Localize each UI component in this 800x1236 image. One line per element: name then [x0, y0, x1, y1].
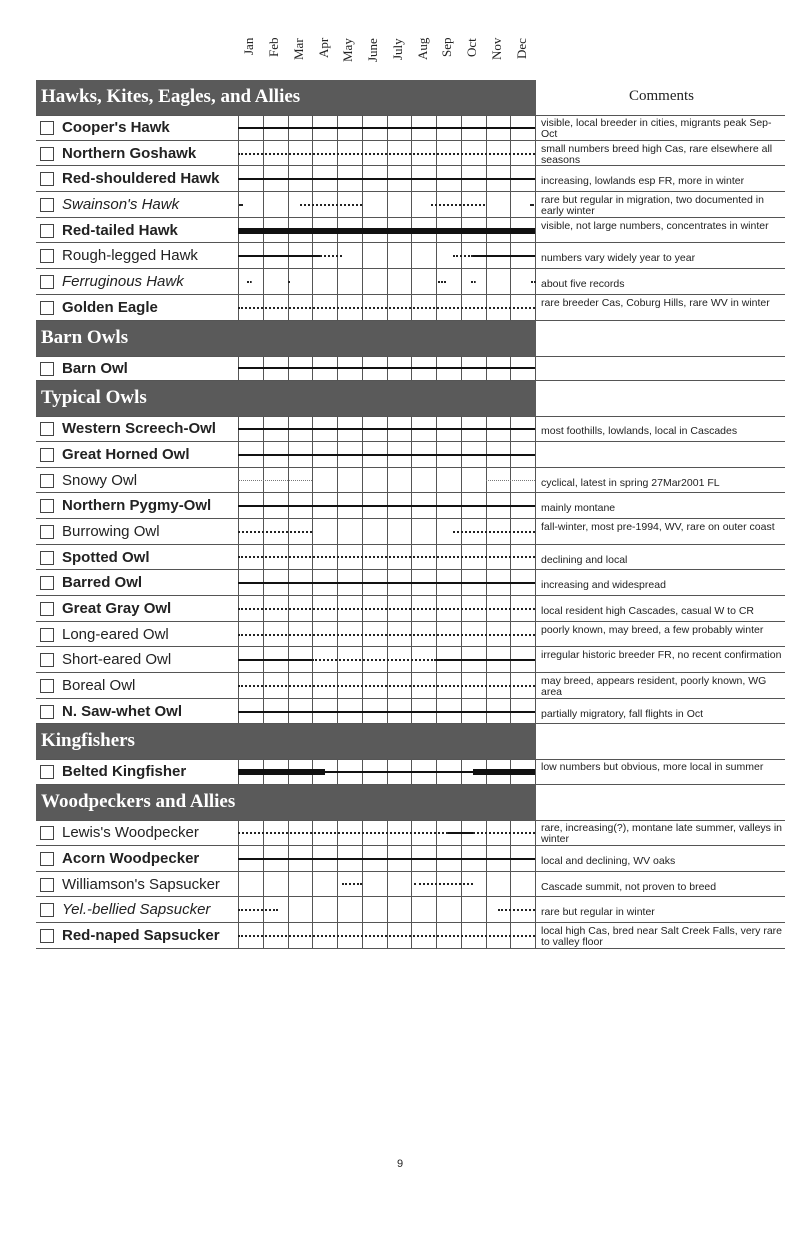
occurrence-grid: [238, 218, 535, 244]
occurrence-bar: [239, 204, 243, 206]
section-title: Kingfishers: [41, 730, 135, 752]
occurrence-grid: [238, 269, 535, 295]
species-name: Golden Eagle: [62, 298, 158, 316]
species-row: [36, 872, 785, 898]
species-row: [36, 673, 785, 699]
species-comment: about five records: [541, 278, 625, 291]
grid-line: [387, 269, 388, 295]
month-label: Nov: [488, 38, 504, 61]
species-name: Red-tailed Hawk: [62, 221, 178, 239]
species-row: [36, 192, 785, 218]
species-name: Cooper's Hawk: [62, 119, 170, 136]
species-checkbox[interactable]: [40, 474, 54, 488]
grid-line: [288, 872, 289, 898]
occurrence-bar: [238, 228, 535, 234]
occurrence-bar: [486, 480, 536, 481]
species-checkbox[interactable]: [40, 224, 54, 238]
species-checkbox[interactable]: [40, 765, 54, 779]
species-comment: Cascade summit, not proven to breed: [541, 880, 717, 893]
species-comment: rare breeder Cas, Coburg Hills, rare WV in winter: [541, 296, 770, 309]
species-row: [36, 115, 785, 141]
month-label: May: [340, 38, 356, 62]
grid-line: [535, 442, 536, 468]
occurrence-grid: [238, 596, 535, 622]
grid-line: [238, 269, 239, 295]
month-label: Aug: [414, 38, 430, 61]
grid-line: [535, 141, 536, 167]
occurrence-grid: [238, 295, 535, 321]
occurrence-bar: [238, 685, 535, 687]
occurrence-bar: [436, 659, 535, 661]
grid-line: [312, 897, 313, 923]
species-comment: increasing and widespread: [541, 579, 666, 592]
section-header: [36, 724, 785, 759]
occurrence-bar: [300, 204, 362, 206]
occurrence-bar: [238, 255, 320, 257]
species-comment: cyclical, latest in spring 27Mar2001 FL: [541, 476, 720, 489]
grid-line: [535, 243, 536, 269]
grid-line: [362, 243, 363, 269]
species-checkbox[interactable]: [40, 576, 54, 590]
grid-line: [535, 872, 536, 898]
grid-line: [535, 923, 536, 949]
occurrence-grid: [238, 699, 535, 725]
occurrence-grid: [238, 570, 535, 596]
species-checkbox[interactable]: [40, 301, 54, 315]
occurrence-bar: [238, 582, 535, 584]
section-header: [36, 80, 785, 115]
occurrence-bar: [238, 832, 448, 834]
species-name: Burrowing Owl: [62, 522, 160, 540]
occurrence-bar: [238, 608, 535, 610]
grid-line: [461, 269, 462, 295]
grid-line: [387, 243, 388, 269]
species-checkbox[interactable]: [40, 878, 54, 892]
grid-line: [312, 519, 313, 545]
occurrence-bar: [238, 127, 535, 129]
occurrence-bar: [438, 281, 445, 283]
occurrence-bar: [238, 153, 535, 155]
grid-line: [436, 468, 437, 494]
species-row: [36, 416, 785, 442]
grid-line: [337, 468, 338, 494]
occurrence-bar: [238, 634, 535, 636]
grid-line: [263, 872, 264, 898]
grid-line: [387, 897, 388, 923]
grid-line: [535, 545, 536, 571]
occurrence-bar: [238, 454, 535, 456]
grid-line: [411, 872, 412, 898]
occurrence-bar: [238, 178, 535, 180]
species-row: [36, 442, 785, 468]
species-name: Belted Kingfisher: [62, 763, 187, 781]
grid-line: [535, 596, 536, 622]
species-comment: may breed, appears resident, poorly known, WG area: [541, 675, 767, 699]
species-comment: most foothills, lowlands, local in Cascades: [541, 425, 738, 438]
species-row: [36, 141, 785, 167]
grid-line: [436, 897, 437, 923]
species-checkbox[interactable]: [40, 362, 54, 376]
occurrence-bar: [414, 883, 473, 885]
month-label: June: [365, 38, 381, 62]
species-comment: poorly known, may breed, a few probably winter: [541, 623, 764, 636]
grid-line: [411, 243, 412, 269]
occurrence-bar: [473, 769, 535, 775]
occurrence-bar: [247, 281, 252, 283]
species-name: Northern Pygmy-Owl: [62, 497, 212, 515]
species-checkbox[interactable]: [40, 198, 54, 212]
species-comment: visible, local breeder in cities, migrants peak Sep-Oct: [541, 117, 772, 140]
species-row: [36, 846, 785, 872]
species-row: [36, 647, 785, 673]
occurrence-bar: [448, 832, 473, 834]
species-row: [36, 545, 785, 571]
occurrence-grid: [238, 820, 535, 846]
grid-line: [337, 519, 338, 545]
grid-line: [337, 897, 338, 923]
grid-line: [486, 192, 487, 218]
species-name: Snowy Owl: [62, 471, 138, 489]
grid-line: [486, 897, 487, 923]
species-name: Red-naped Sapsucker: [62, 926, 220, 944]
species-checkbox[interactable]: [40, 826, 54, 840]
occurrence-bar: [288, 281, 290, 283]
species-comment: rare, increasing(?), montane late summer, valleys in winter: [541, 822, 783, 846]
section-title: Barn Owls: [41, 326, 129, 348]
grid-line: [535, 673, 536, 699]
occurrence-bar: [498, 909, 535, 911]
grid-line: [263, 269, 264, 295]
species-checkbox[interactable]: [40, 121, 54, 135]
species-checkbox[interactable]: [40, 929, 54, 943]
species-name: N. Saw-whet Owl: [62, 702, 183, 720]
grid-line: [312, 269, 313, 295]
grid-line: [362, 897, 363, 923]
species-name: Williamson's Sapsucker: [62, 875, 220, 893]
grid-line: [387, 468, 388, 494]
species-checkbox[interactable]: [40, 275, 54, 289]
occurrence-grid: [238, 759, 535, 785]
grid-line: [535, 166, 536, 192]
section-title: Typical Owls: [41, 387, 147, 409]
occurrence-bar: [238, 711, 535, 713]
species-row: [36, 759, 785, 785]
grid-line: [510, 269, 511, 295]
species-row: [36, 493, 785, 519]
species-name: Great Horned Owl: [62, 445, 190, 463]
species-name: Spotted Owl: [62, 548, 150, 566]
grid-line: [362, 192, 363, 218]
grid-line: [535, 820, 536, 846]
species-name: Northern Goshawk: [62, 144, 197, 162]
grid-line: [535, 759, 536, 785]
grid-line: [436, 269, 437, 295]
grid-line: [362, 872, 363, 898]
species-row: [36, 519, 785, 545]
occurrence-bar: [473, 255, 535, 257]
page-number: 9: [396, 1158, 404, 1170]
occurrence-bar: [238, 935, 535, 937]
species-name: Lewis's Woodpecker: [62, 824, 199, 842]
species-checklist-table: [36, 80, 785, 949]
species-checkbox[interactable]: [40, 679, 54, 693]
grid-line: [411, 519, 412, 545]
species-row: [36, 923, 785, 949]
species-row: [36, 218, 785, 244]
occurrence-bar: [238, 480, 312, 481]
occurrence-grid: [238, 872, 535, 898]
grid-line: [337, 872, 338, 898]
occurrence-grid: [238, 923, 535, 949]
grid-line: [263, 192, 264, 218]
occurrence-bar: [531, 281, 533, 283]
occurrence-grid: [238, 647, 535, 673]
species-name: Acorn Woodpecker: [62, 849, 200, 867]
grid-line: [535, 192, 536, 218]
section-title: Hawks, Kites, Eagles, and Allies: [41, 86, 301, 107]
grid-line: [362, 468, 363, 494]
grid-line: [362, 519, 363, 545]
month-label: Dec: [513, 38, 529, 59]
occurrence-bar: [320, 255, 342, 257]
occurrence-bar: [453, 255, 473, 257]
section-header: [36, 381, 785, 416]
grid-line: [288, 192, 289, 218]
species-comment: fall-winter, most pre-1994, WV, rare on outer coast: [541, 520, 775, 533]
occurrence-grid: [238, 192, 535, 218]
occurrence-grid: [238, 897, 535, 923]
occurrence-bar: [238, 659, 312, 661]
grid-line: [535, 295, 536, 321]
species-row: [36, 269, 785, 295]
species-comment: local high Cas, bred near Salt Creek Falls, very rare to valley floor: [541, 924, 783, 948]
comments-header: Comments: [628, 88, 694, 104]
species-comment: mainly montane: [541, 502, 616, 515]
grid-line: [510, 872, 511, 898]
month-label: Mar: [290, 38, 306, 60]
species-name: Rough-legged Hawk: [62, 247, 198, 265]
grid-line: [535, 699, 536, 725]
grid-line: [510, 192, 511, 218]
species-name: Red-shouldered Hawk: [62, 170, 220, 188]
species-checkbox[interactable]: [40, 903, 54, 917]
species-row: [36, 356, 785, 382]
occurrence-bar: [238, 556, 535, 558]
species-row: [36, 468, 785, 494]
occurrence-grid: [238, 356, 535, 382]
section-header: [36, 785, 785, 820]
species-name: Yel.-bellied Sapsucker: [62, 901, 211, 919]
species-name: Ferruginous Hawk: [62, 273, 184, 291]
grid-line: [535, 468, 536, 494]
occurrence-grid: [238, 115, 535, 141]
species-checkbox[interactable]: [40, 551, 54, 565]
grid-line: [238, 872, 239, 898]
month-label: Apr: [315, 38, 331, 59]
grid-line: [535, 570, 536, 596]
grid-line: [535, 493, 536, 519]
occurrence-grid: [238, 468, 535, 494]
species-comment: visible, not large numbers, concentrates in winter: [541, 219, 769, 232]
occurrence-bar: [325, 771, 474, 773]
occurrence-grid: [238, 442, 535, 468]
grid-line: [411, 897, 412, 923]
occurrence-grid: [238, 243, 535, 269]
species-checkbox[interactable]: [40, 172, 54, 186]
species-checkbox[interactable]: [40, 147, 54, 161]
species-comment: rare but regular in migration, two documented in early winter: [541, 194, 764, 218]
grid-line: [535, 218, 536, 244]
species-checkbox[interactable]: [40, 249, 54, 263]
occurrence-bar: [312, 659, 436, 661]
occurrence-bar: [471, 281, 476, 283]
grid-line: [535, 115, 536, 141]
species-comment: low numbers but obvious, more local in summer: [541, 761, 764, 774]
species-checkbox[interactable]: [40, 499, 54, 513]
species-row: [36, 596, 785, 622]
species-comment: rare but regular in winter: [541, 906, 655, 919]
occurrence-grid: [238, 622, 535, 648]
species-checkbox[interactable]: [40, 628, 54, 642]
grid-line: [387, 192, 388, 218]
occurrence-grid: [238, 673, 535, 699]
species-comment: local resident high Cascades, casual W to CR: [541, 605, 755, 617]
grid-line: [486, 872, 487, 898]
occurrence-bar: [238, 769, 325, 775]
grid-line: [436, 243, 437, 269]
species-row: [36, 166, 785, 192]
occurrence-grid: [238, 416, 535, 442]
species-checkbox[interactable]: [40, 705, 54, 719]
species-checkbox[interactable]: [40, 525, 54, 539]
species-row: [36, 820, 785, 846]
occurrence-grid: [238, 493, 535, 519]
species-name: Barn Owl: [62, 359, 128, 377]
species-name: Long-eared Owl: [62, 625, 169, 643]
species-comment: irregular historic breeder FR, no recent confirmation: [541, 649, 782, 662]
month-label: Jan: [241, 38, 257, 56]
grid-line: [436, 519, 437, 545]
species-name: Short-eared Owl: [62, 651, 172, 669]
species-checkbox[interactable]: [40, 448, 54, 462]
grid-line: [312, 468, 313, 494]
occurrence-grid: [238, 545, 535, 571]
grid-line: [535, 622, 536, 648]
species-row: [36, 699, 785, 725]
species-comment: declining and local: [541, 553, 628, 566]
occurrence-bar: [530, 204, 534, 206]
species-checkbox[interactable]: [40, 602, 54, 616]
species-name: Swainson's Hawk: [62, 196, 180, 214]
occurrence-bar: [342, 883, 362, 885]
grid-line: [535, 647, 536, 673]
occurrence-bar: [431, 204, 485, 206]
occurrence-grid: [238, 141, 535, 167]
section-header: [36, 321, 785, 356]
occurrence-bar: [238, 307, 535, 309]
grid-line: [411, 269, 412, 295]
species-row: [36, 243, 785, 269]
grid-line: [411, 192, 412, 218]
occurrence-grid: [238, 846, 535, 872]
month-header: [0, 0, 800, 80]
species-name: Barred Owl: [62, 574, 143, 592]
occurrence-bar: [238, 505, 535, 507]
species-comment: partially migratory, fall flights in Oct: [541, 707, 704, 720]
month-label: Oct: [464, 38, 480, 57]
grid-line: [461, 897, 462, 923]
month-label: Feb: [266, 38, 282, 58]
grid-line: [461, 468, 462, 494]
occurrence-bar: [238, 909, 278, 911]
species-name: Western Screech-Owl: [62, 420, 216, 438]
grid-line: [535, 519, 536, 545]
grid-line: [535, 269, 536, 295]
occurrence-grid: [238, 166, 535, 192]
grid-line: [337, 269, 338, 295]
species-row: [36, 897, 785, 923]
grid-line: [387, 519, 388, 545]
grid-line: [312, 872, 313, 898]
grid-line: [535, 416, 536, 442]
species-comment: small numbers breed high Cas, rare elsewhere all seasons: [541, 142, 773, 166]
species-row: [36, 295, 785, 321]
month-label: Sep: [439, 38, 455, 58]
species-comment: numbers vary widely year to year: [541, 252, 696, 265]
grid-line: [411, 468, 412, 494]
species-name: Great Gray Owl: [62, 600, 172, 617]
occurrence-bar: [238, 531, 312, 533]
section-title: Woodpeckers and Allies: [41, 791, 236, 813]
grid-line: [486, 269, 487, 295]
species-comment: increasing, lowlands esp FR, more in winter: [541, 175, 745, 188]
occurrence-bar: [473, 832, 535, 834]
species-row: [36, 570, 785, 596]
grid-line: [535, 356, 536, 382]
grid-line: [535, 897, 536, 923]
species-checkbox[interactable]: [40, 422, 54, 436]
species-comment: local and declining, WV oaks: [541, 854, 676, 867]
species-checkbox[interactable]: [40, 653, 54, 667]
grid-line: [387, 872, 388, 898]
grid-line: [362, 269, 363, 295]
grid-line: [288, 897, 289, 923]
occurrence-bar: [238, 858, 535, 860]
month-label: July: [389, 38, 405, 60]
species-row: [36, 622, 785, 648]
grid-line: [535, 846, 536, 872]
occurrence-bar: [238, 367, 535, 369]
species-name: Boreal Owl: [62, 677, 136, 695]
occurrence-bar: [453, 531, 535, 533]
occurrence-bar: [238, 428, 535, 430]
occurrence-grid: [238, 519, 535, 545]
species-checkbox[interactable]: [40, 852, 54, 866]
